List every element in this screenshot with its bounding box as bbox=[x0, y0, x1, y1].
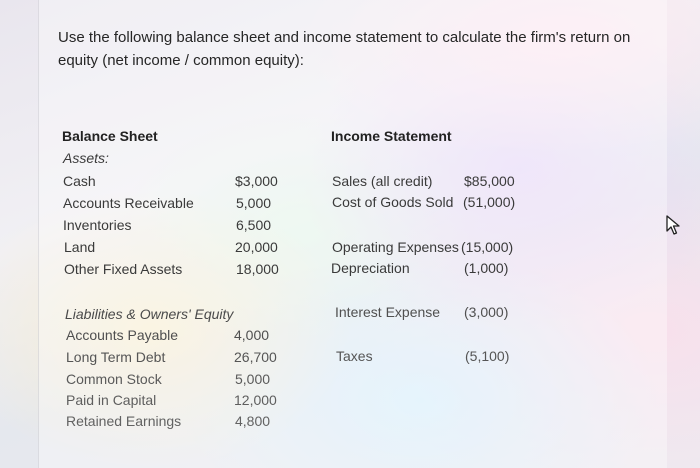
liability-label-long-term-debt: Long Term Debt bbox=[66, 349, 166, 365]
equity-value-common-stock: 5,000 bbox=[235, 371, 271, 387]
liabilities-label: Liabilities & Owners' Equity bbox=[65, 306, 234, 322]
asset-label-cash: Cash bbox=[63, 173, 96, 189]
equity-value-retained-earnings: 4,800 bbox=[235, 413, 271, 429]
asset-value-accounts-receivable: 5,000 bbox=[236, 195, 272, 211]
asset-value-land: 20,000 bbox=[235, 239, 278, 255]
income-label-operating-expenses: Operating Expenses bbox=[332, 239, 459, 255]
question-text: Use the following balance sheet and income statement to calculate the firm's return on equity (net income / common equity): bbox=[58, 29, 631, 69]
income-label-cogs: Cost of Goods Sold bbox=[332, 194, 454, 210]
liability-label-accounts-payable: Accounts Payable bbox=[66, 327, 179, 343]
liability-value-long-term-debt: 26,700 bbox=[234, 349, 277, 365]
income-label-depreciation: Depreciation bbox=[331, 260, 410, 276]
liability-value-accounts-payable: 4,000 bbox=[234, 327, 270, 343]
asset-label-inventories: Inventories bbox=[63, 217, 132, 233]
income-value-interest-expense: (3,000) bbox=[464, 304, 509, 320]
income-value-sales: $85,000 bbox=[464, 173, 515, 189]
equity-label-common-stock: Common Stock bbox=[66, 371, 162, 387]
income-value-cogs: (51,000) bbox=[463, 194, 516, 210]
income-label-sales: Sales (all credit) bbox=[332, 173, 433, 189]
balance-sheet-heading: Balance Sheet bbox=[62, 128, 158, 144]
income-label-interest-expense: Interest Expense bbox=[335, 304, 441, 320]
asset-label-other-fixed-assets: Other Fixed Assets bbox=[64, 261, 183, 277]
asset-value-cash: $3,000 bbox=[235, 173, 278, 189]
asset-value-other-fixed-assets: 18,000 bbox=[236, 261, 279, 277]
equity-value-paid-in-capital: 12,000 bbox=[234, 392, 277, 408]
income-value-taxes: (5,100) bbox=[465, 348, 510, 364]
income-statement-heading: Income Statement bbox=[331, 128, 452, 144]
income-value-depreciation: (1,000) bbox=[464, 260, 509, 276]
asset-label-accounts-receivable: Accounts Receivable bbox=[63, 195, 194, 211]
asset-label-land: Land bbox=[64, 239, 96, 255]
income-label-taxes: Taxes bbox=[336, 348, 373, 364]
equity-label-paid-in-capital: Paid in Capital bbox=[66, 392, 157, 408]
income-value-operating-expenses: (15,000) bbox=[461, 239, 514, 255]
mouse-pointer-icon bbox=[664, 214, 682, 236]
asset-value-inventories: 6,500 bbox=[236, 217, 272, 233]
assets-label: Assets: bbox=[63, 150, 109, 166]
equity-label-retained-earnings: Retained Earnings bbox=[66, 413, 182, 429]
